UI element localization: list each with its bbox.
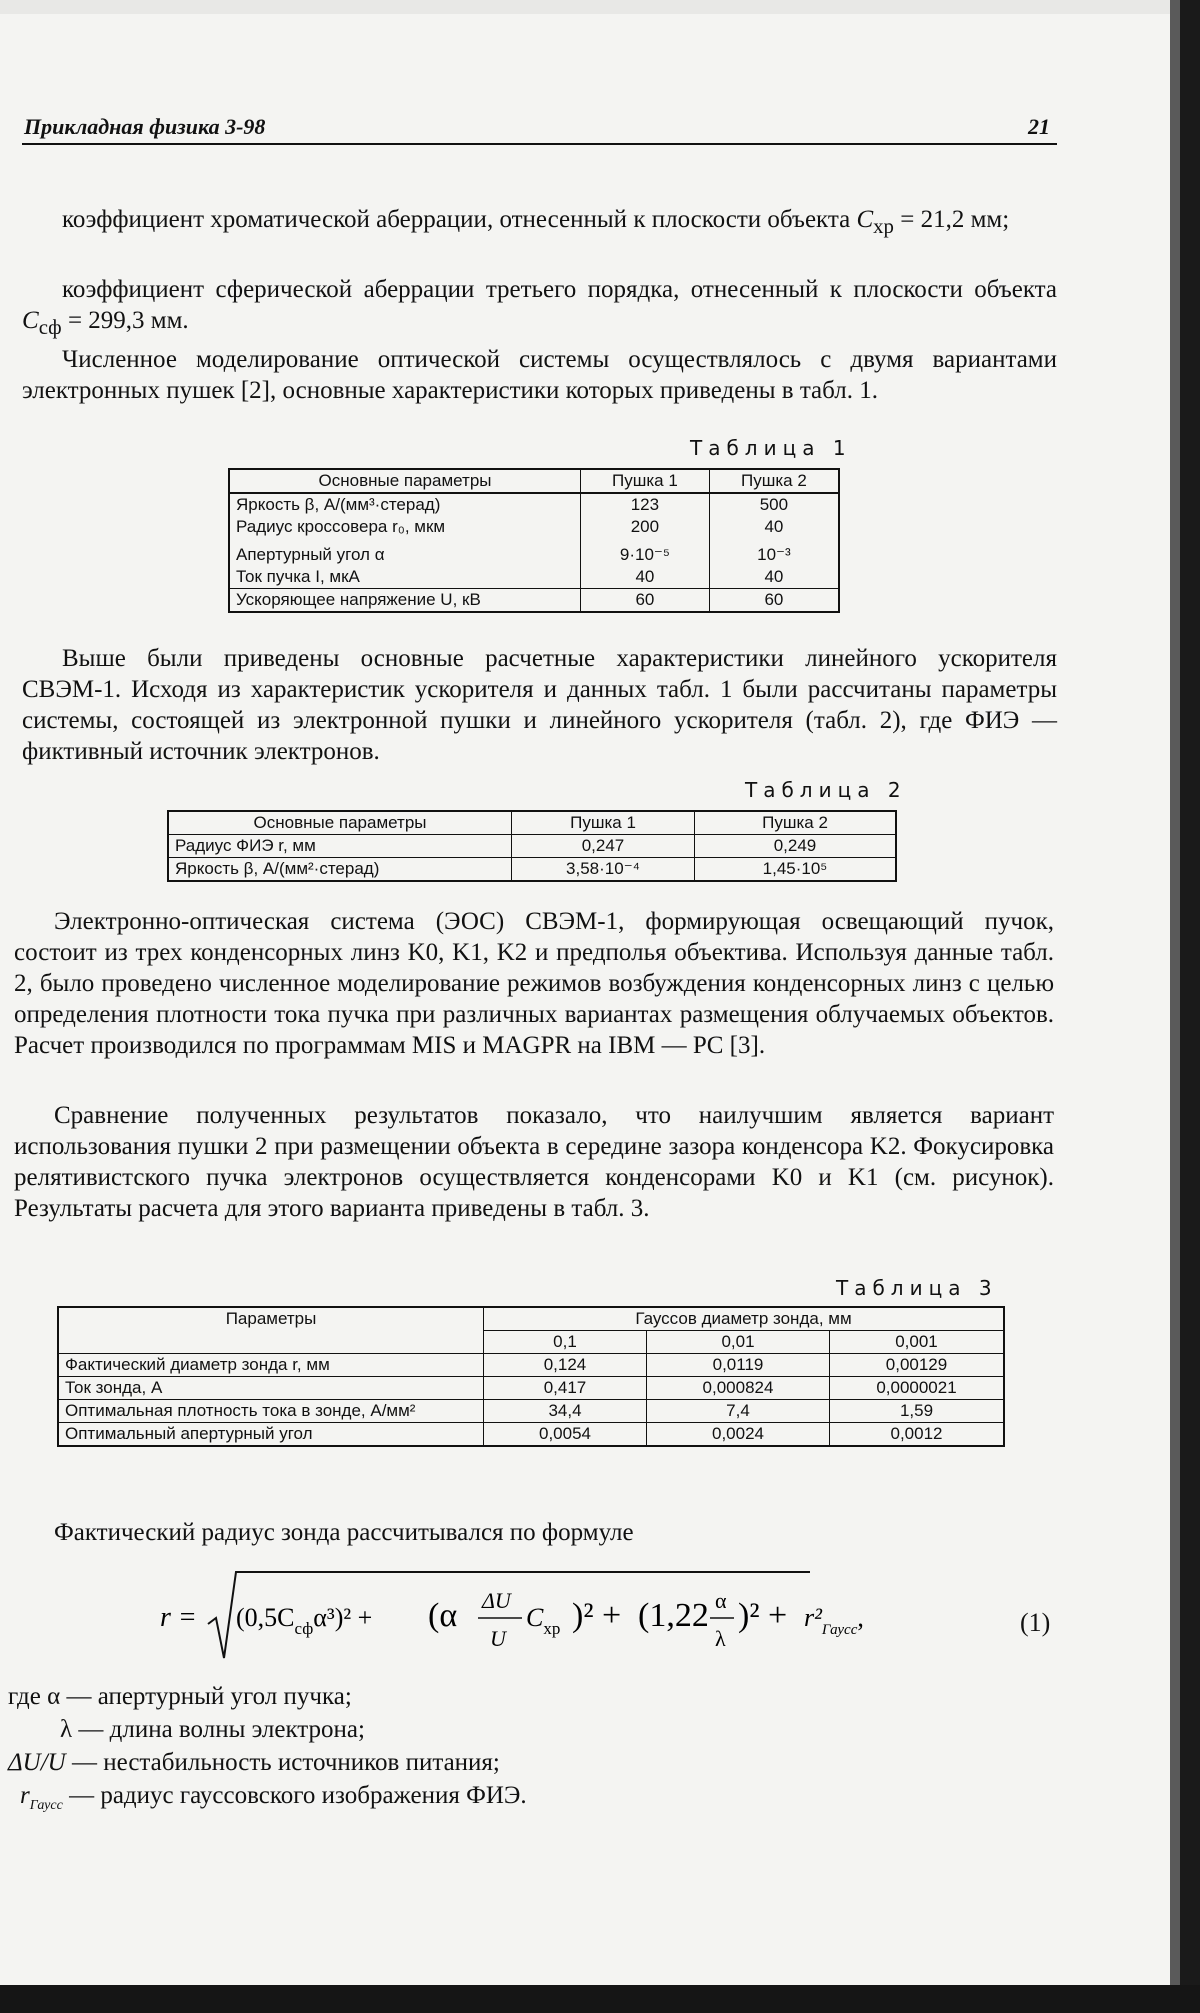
paragraph-accelerator: Выше были приведены основные расчетные характеристики линейного ускорителя СВЭМ-1. Исходя из характеристик ускорителя и данных табл. 1 были рассчитаны параметры системы, состоящей из электронной пушки и линейного ускорителя (табл. 2), где ФИЭ — фиктивный источник электронов. [22,645,1057,765]
table3-caption: Таблица 3 [836,1276,998,1300]
scan-edge-right-shadow [1170,0,1180,2013]
table-cell: Оптимальная плотность тока в зонде, А/мм² [58,1400,484,1423]
paragraph-value: = 299,3 мм. [61,307,189,334]
table-cell: 1,59 [830,1400,1005,1423]
table-cell: 0,417 [484,1377,647,1400]
formula-paren3-close: )² + [738,1597,788,1634]
definition-list [8,1680,527,1822]
definition-text: — нестабильность источников питания; [71,1749,500,1776]
table2-header: Пушка 1 [512,811,695,835]
table-cell: 1,45·10⁵ [695,858,897,882]
table-row [168,835,896,858]
table-row [229,538,839,566]
table-cell: 60 [709,589,839,613]
definition-text: — длина волны электрона; [78,1716,365,1743]
table-cell: 34,4 [484,1400,647,1423]
definition-item [8,1680,527,1713]
definition-symbol: где α [8,1683,61,1710]
paragraph-formula-intro: Фактический радиус зонда рассчитывался по формуле [54,1519,634,1546]
paragraph-value: = 21,2 мм; [893,206,1010,233]
table1-header: Основные параметры [229,469,581,493]
table-cell: 0,0054 [484,1423,647,1447]
table-row [168,858,896,882]
table3-group-header: Гауссов диаметр зонда, мм [484,1307,1005,1331]
table-cell: Фактический диаметр зонда r, мм [58,1354,484,1377]
header-rule [22,143,1057,145]
table-cell: 0,0024 [647,1423,830,1447]
table-cell: 0,247 [512,835,695,858]
table3-subheader: 0,001 [830,1331,1005,1354]
table-cell: Радиус кроссовера r₀, мкм [229,516,581,538]
formula-frac-num: ΔU [482,1588,511,1613]
paragraph-spherical [22,274,1057,343]
table-cell: Апертурный угол α [229,538,581,566]
table1-header: Пушка 2 [709,469,839,493]
paragraph-text: коэффициент хроматической аберрации, отнесенный к плоскости объекта [62,206,851,233]
table-row [58,1423,1004,1447]
formula-frac2-num: α [715,1588,727,1613]
table3 [57,1306,1005,1447]
formula-paren-open: (α [428,1597,458,1634]
definition-symbol: r [20,1782,30,1809]
table-cell: 0,249 [695,835,897,858]
table-row [58,1354,1004,1377]
table3-subheader: 0,01 [647,1331,830,1354]
definition-symbol: ΔU/U [8,1749,66,1776]
formula-number: (1) [1020,1608,1051,1637]
table-cell: Яркость β, А/(мм²·стерад) [168,858,512,882]
table-cell: 40 [709,566,839,589]
symbol-sub: хр [873,214,894,238]
definition-text: — радиус гауссовского изображения ФИЭ. [69,1782,527,1809]
table-cell: 0,0012 [830,1423,1005,1447]
formula-term2: $C_{хр}$ [526,1603,561,1638]
table-cell: 60 [581,589,710,613]
table-cell: 0,0119 [647,1354,830,1377]
table-cell: Радиус ФИЭ r, мм [168,835,512,858]
table-cell: 9·10⁻⁵ [581,538,710,566]
table2-header: Основные параметры [168,811,512,835]
table-row [58,1400,1004,1423]
table-cell: Ток зонда, А [58,1377,484,1400]
definition-symbol-sub: Гаусс [29,1798,63,1813]
table-cell: 40 [709,516,839,538]
scan-edge-top [0,0,1200,14]
table-row [229,493,839,516]
paragraph-chromatic [22,204,1057,242]
table3-col-header: Параметры [58,1307,484,1354]
symbol-c: C [22,307,39,334]
table1-header: Пушка 1 [581,469,710,493]
table-cell: 500 [709,493,839,516]
paragraph-text: коэффициент сферической аберрации третьего порядка, отнесенный к плоскости объекта [62,276,1057,303]
table3-header-row [58,1307,1004,1331]
symbol-sub: сф [38,315,62,339]
table-row [229,516,839,538]
table-cell: Ускоряющее напряжение U, кВ [229,589,581,613]
table-row [229,566,839,589]
table2-header: Пушка 2 [695,811,897,835]
table-cell: Ток пучка I, мкА [229,566,581,589]
scan-edge-bottom [0,1985,1200,2013]
definition-text: — апертурный угол пучка; [66,1683,352,1710]
formula-frac2-den: λ [715,1626,726,1651]
table3-subheader: 0,1 [484,1331,647,1354]
paragraph-modeling: Численное моделирование оптической системы осуществлялось с двумя вариантами электронных пушек [2], основные характеристики которых приведены в табл. 1. [22,346,1057,404]
table-cell: Оптимальный апертурный угол [58,1423,484,1447]
definition-item [8,1779,527,1822]
table-cell: 123 [581,493,710,516]
formula-term1: $(0,5C_{сф}\alpha^3)^2$ + [236,1603,373,1638]
table1 [228,468,840,613]
table-cell: 0,00129 [830,1354,1005,1377]
table2 [167,810,897,882]
table-cell: 0,0000021 [830,1377,1005,1400]
table-cell: 10⁻³ [709,538,839,566]
table-cell: 0,124 [484,1354,647,1377]
table2-caption: Таблица 2 [745,778,907,802]
journal-title: Прикладная физика 3-98 [24,114,266,139]
formula-paren3-open: (1,22 [638,1597,709,1634]
table1-caption: Таблица 1 [690,436,852,460]
table-row [58,1377,1004,1400]
table-cell: 200 [581,516,710,538]
formula-1 [160,1568,1060,1668]
table-cell: 0,000824 [647,1377,830,1400]
table1-header-row [229,469,839,493]
table-cell: 7,4 [647,1400,830,1423]
paragraph-comparison: Сравнение полученных результатов показало, что наилучшим является вариант использования пушки 2 при размещении объекта в середине зазора конденсора K2. Фокусировка релятивистского пучка электронов осуществляется конденсорами K0 и K1 (см. рисунок). Результаты расчета для этого варианта приведены в табл. 3. [14,1102,1054,1222]
scan-edge-right [1180,0,1200,2013]
formula-paren-close: )² + [572,1597,622,1634]
formula-term4: $r^2_{Гаусс}$, [804,1603,864,1638]
table-cell: 3,58·10⁻⁴ [512,858,695,882]
table-cell: Яркость β, А/(мм³·стерад) [229,493,581,516]
table-row [229,589,839,613]
formula-lhs: r = [160,1602,197,1633]
formula-frac-den: U [490,1626,506,1651]
page-number: 21 [1028,114,1050,139]
definition-item [8,1713,527,1746]
definition-item [8,1746,527,1779]
definition-symbol: λ [60,1716,73,1743]
paragraph-eos: Электронно-оптическая система (ЭОС) СВЭМ-1, формирующая освещающий пучок, состоит из трех конденсорных линз K0, K1, K2 и предполья объектива. Используя данные табл. 2, было проведено численное моделирование режимов возбуждения конденсорных линз с целью определения плотности тока пучка при различных вариантах размещения облучаемых объектов. Расчет производился по программам MIS и MAGPR на IBM — PC [3]. [14,908,1054,1059]
table2-header-row [168,811,896,835]
table-cell: 40 [581,566,710,589]
symbol-c: C [856,206,874,233]
